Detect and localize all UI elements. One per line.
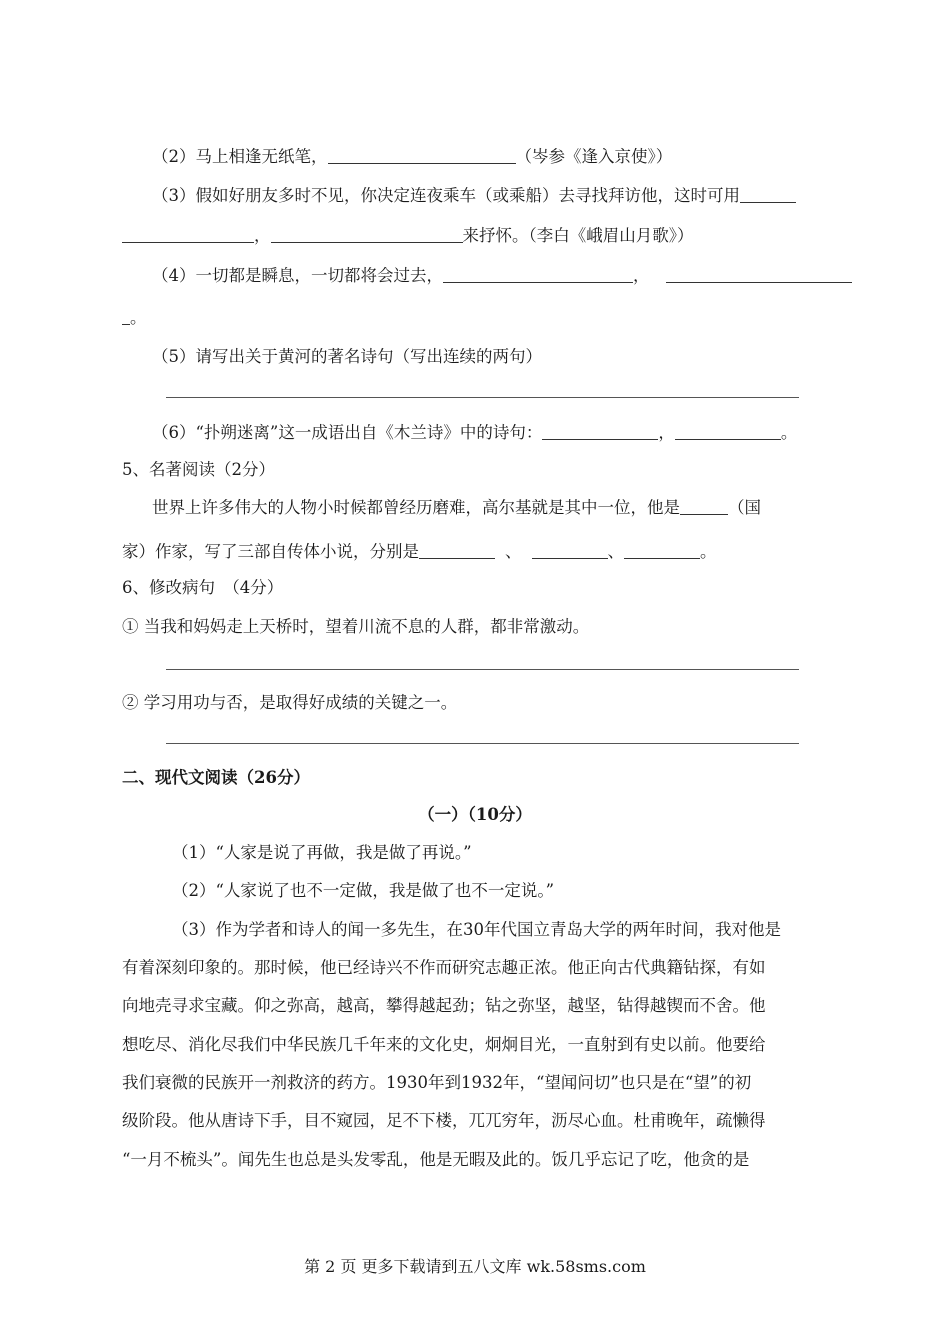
answer-line[interactable] — [166, 743, 799, 744]
section-5-line2: 家）作家，写了三部自传体小说，分别是 、 、 。 — [122, 542, 717, 561]
sentence-1: ① 当我和妈妈走上天桥时，望着川流不息的人群，都非常激动。 — [122, 617, 590, 636]
paragraph-3-line: 我们衰微的民族开一剂救济的药方。1930年到1932年，“望闻问切”也只是在“望”的初 — [122, 1073, 752, 1092]
answer-blank[interactable] — [419, 541, 495, 559]
answer-blank[interactable] — [675, 422, 781, 440]
answer-blank[interactable] — [328, 146, 516, 164]
part2-subheading: （一）（10分） — [418, 805, 532, 824]
answer-blank[interactable] — [740, 185, 796, 203]
answer-blank[interactable] — [624, 541, 700, 559]
answer-line[interactable] — [166, 397, 799, 398]
answer-blank[interactable] — [542, 422, 658, 440]
paragraph-3-line: 想吃尽、消化尽我们中华民族几千年来的文化史，炯炯目光，一直射到有史以前。他要给 — [122, 1035, 766, 1054]
poem-q5: （5）请写出关于黄河的著名诗句（写出连续的两句） — [152, 347, 542, 366]
poem-q6: （6）“扑朔迷离”这一成语出自《木兰诗》中的诗句： ， 。 — [152, 423, 798, 442]
poem-q4: （4）一切都是瞬息，一切都将会过去， ， — [152, 262, 852, 286]
answer-blank[interactable] — [122, 225, 254, 243]
poem-q2: （2）马上相逢无纸笔， （岑参《逢入京使》） — [152, 147, 673, 166]
paragraph-3-line: （3）作为学者和诗人的闻一多先生，在30年代国立青岛大学的两年时间，我对他是 — [172, 920, 781, 939]
answer-blank[interactable] — [532, 541, 608, 559]
section-6-heading: 6、修改病句 （4分） — [122, 578, 284, 597]
part2-heading: 二、现代文阅读（26分） — [122, 768, 310, 787]
poem-q3-line2: ， 来抒怀。（李白《峨眉山月歌》） — [122, 222, 694, 246]
answer-blank[interactable] — [666, 265, 852, 283]
section-5-heading: 5、名著阅读（2分） — [122, 460, 275, 479]
page-footer: 第 2 页 更多下载请到五八文库 wk.58sms.com — [304, 1257, 646, 1276]
answer-blank[interactable] — [443, 265, 633, 283]
paragraph-3-line: “一月不梳头”。闻先生也总是头发零乱，他是无暇及此的。饭几乎忘记了吃，他贪的是 — [122, 1150, 750, 1169]
sentence-2: ② 学习用功与否，是取得好成绩的关键之一。 — [122, 693, 458, 712]
answer-blank[interactable] — [271, 225, 463, 243]
section-5-line1: 世界上许多伟大的人物小时候都曾经历磨难，高尔基就是其中一位，他是 （国 — [152, 498, 761, 517]
answer-blank[interactable] — [122, 307, 130, 325]
paragraph-3-line: 级阶段。他从唐诗下手，目不窥园，足不下楼，兀兀穷年，沥尽心血。杜甫晚年，疏懒得 — [122, 1111, 766, 1130]
paragraph-3-line: 向地壳寻求宝藏。仰之弥高，越高，攀得越起劲；钻之弥坚，越坚，钻得越锲而不舍。他 — [122, 996, 766, 1015]
paragraph-3-line: 有着深刻印象的。那时候，他已经诗兴不作而研究志趣正浓。他正向古代典籍钻探，有如 — [122, 958, 766, 977]
poem-q4-end: 。 — [122, 304, 147, 328]
answer-blank[interactable] — [680, 497, 728, 515]
poem-q3-line1: （3）假如好朋友多时不见，你决定连夜乘车（或乘船）去寻找拜访他，这时可用 — [152, 182, 796, 206]
paragraph-2: （2）“人家说了也不一定做，我是做了也不一定说。” — [172, 881, 555, 900]
paragraph-1: （1）“人家是说了再做，我是做了再说。” — [172, 843, 472, 862]
answer-line[interactable] — [166, 669, 799, 670]
